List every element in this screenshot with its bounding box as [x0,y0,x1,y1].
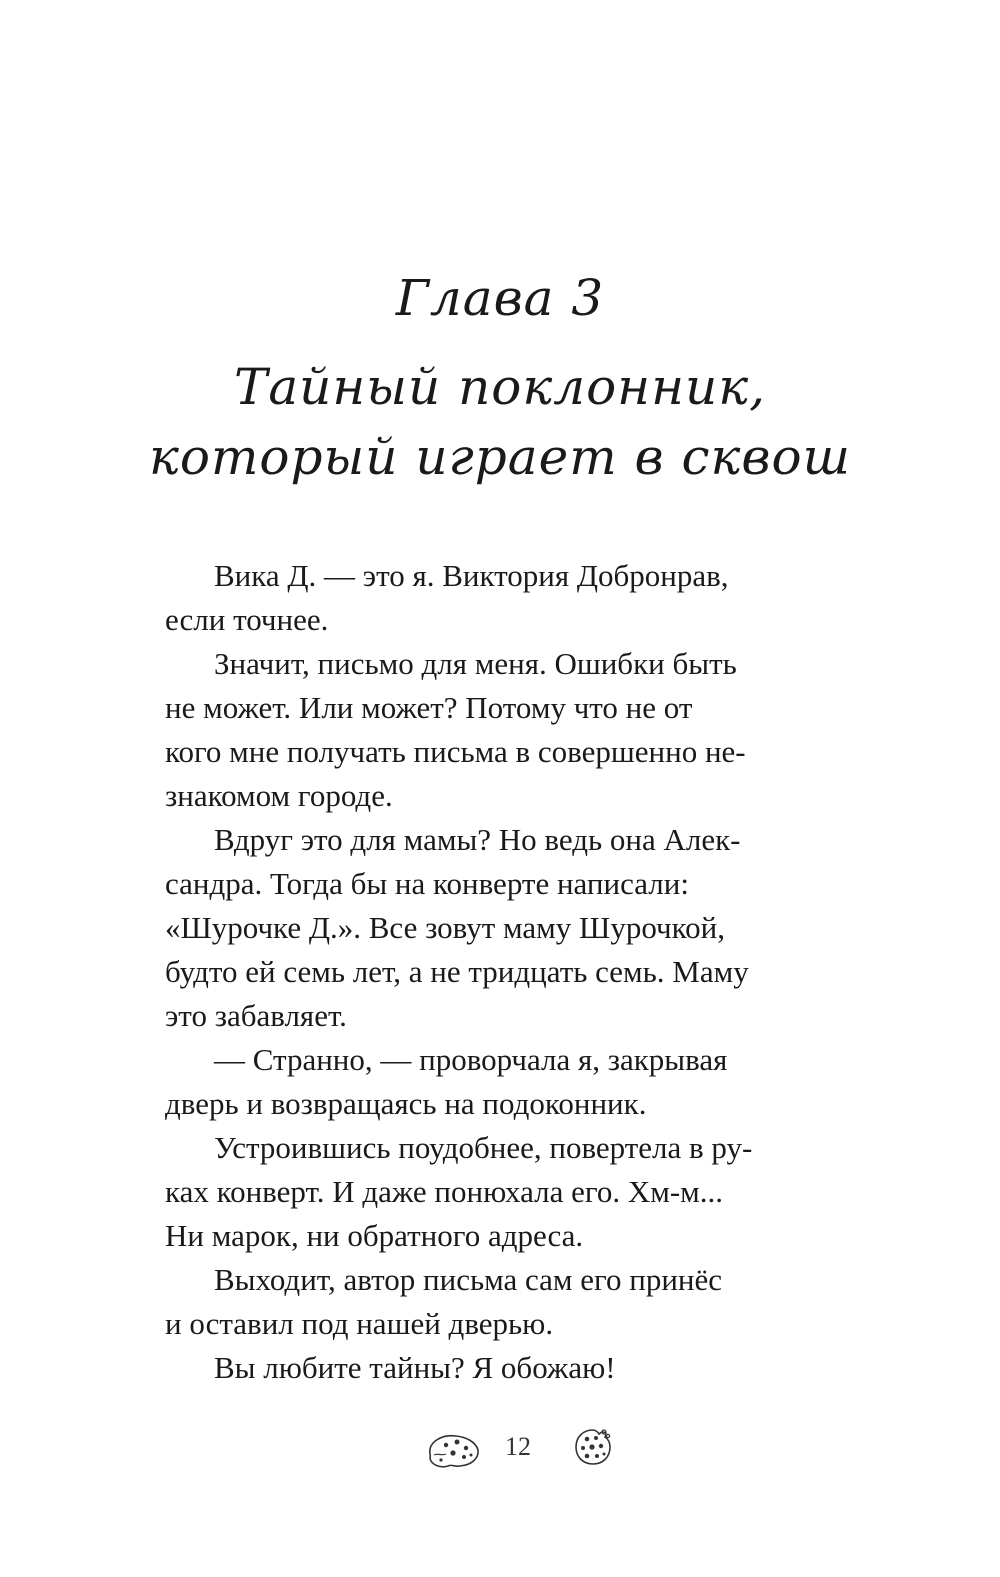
text-line: сандра. Тогда бы на конверте написали: [165,866,689,901]
chapter-number: Глава 3 [395,269,605,327]
text-line: это забавляет. [165,998,347,1033]
chapter-title-line: Тайный поклонник, [233,358,767,416]
cookie-chocolate-chip-icon [572,1426,614,1468]
text-line: кого мне получать письма в совершенно не- [165,734,746,769]
text-line: Вика Д. — это я. Виктория Добронрав, [214,558,729,593]
text-line: Вы любите тайны? Я обожаю! [214,1350,616,1385]
text-line: Ни марок, ни обратного адреса. [165,1218,584,1253]
cookie-bitten-icon [424,1428,482,1472]
chapter-title [0,352,1000,492]
text-line: Выходит, автор письма сам его принёс [214,1262,723,1297]
paragraph [165,1038,865,1126]
text-line: знакомом городе. [165,778,393,813]
chapter-title-line: который играет в сквош [149,428,851,486]
page-footer [0,1420,1000,1480]
text-line: — Странно, — проворчала я, закрывая [214,1042,728,1077]
paragraph [165,818,865,1038]
body-text [165,554,865,1390]
text-line: Значит, письмо для меня. Ошибки быть [214,646,737,681]
paragraph [165,1126,865,1258]
paragraph [165,642,865,818]
text-line: и оставил под нашей дверью. [165,1306,554,1341]
paragraph [165,1346,865,1390]
page-number: 12 [505,1432,531,1461]
text-line: не может. Или может? Потому что не от [165,690,693,725]
text-line: дверь и возвращаясь на подоконник. [165,1086,647,1121]
text-line: если точнее. [165,602,329,637]
paragraph [165,1258,865,1346]
text-line: Вдруг это для мамы? Но ведь она Алек- [214,822,741,857]
paragraph [165,554,865,642]
text-line: ках конверт. И даже понюхала его. Хм-м... [165,1174,724,1209]
text-line: будто ей семь лет, а не тридцать семь. Маму [165,954,749,989]
text-line: «Шурочке Д.». Все зовут маму Шурочкой, [165,910,725,945]
text-line: Устроившись поудобнее, повертела в ру- [214,1130,753,1165]
